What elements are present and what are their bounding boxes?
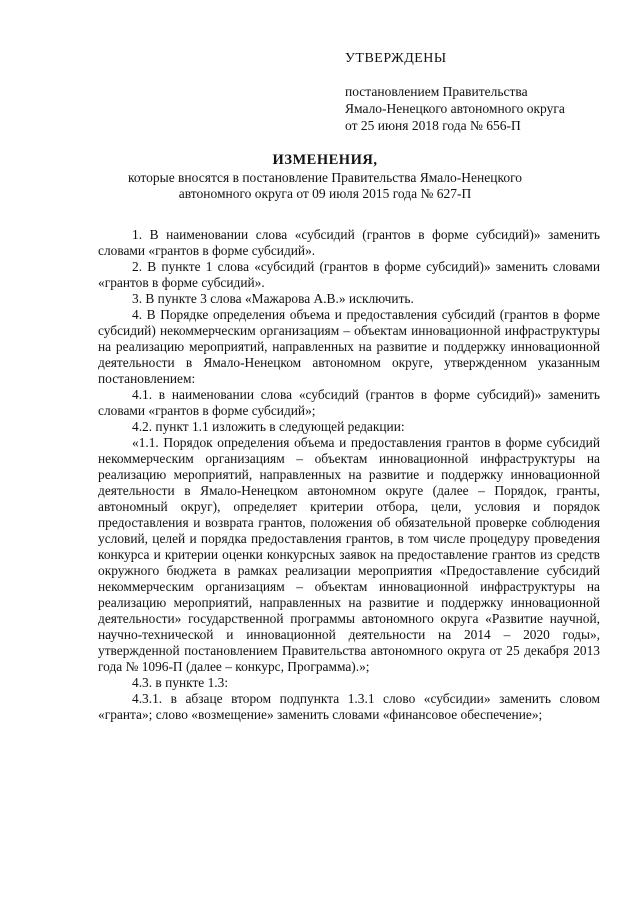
paragraph-item-4-1: 4.1. в наименовании слова «субсидий (грантов в форме субсидий)» заменить словами «грантов в форме субсидий»; — [98, 387, 600, 418]
paragraph-item-4-3-1: 4.3.1. в абзаце втором подпункта 1.3.1 слово «субсидии» заменить словом «гранта»; слово «возмещение» заменить словами «финансовое обеспечение»; — [98, 691, 600, 722]
paragraph-item-4-2: 4.2. пункт 1.1 изложить в следующей редакции: — [132, 419, 405, 434]
paragraph-item-2: 2. В пункте 1 слова «субсидий (грантов в форме субсидий)» заменить словами «грантов в форме субсидий». — [98, 259, 600, 290]
approval-title: УТВЕРЖДЕНЫ — [345, 51, 447, 66]
heading-subtitle-line: которые вносятся в постановление Правительства Ямало-Ненецкого — [127, 170, 523, 185]
paragraph-item-3: 3. В пункте 3 слова «Мажарова А.В.» исключить. — [132, 291, 414, 306]
approval-line: постановлением Правительства — [345, 84, 528, 99]
heading-subtitle-line: автономного округа от 09 июля 2015 года № 627-П — [178, 186, 472, 201]
document-body — [98, 227, 600, 723]
heading-title: ИЗМЕНЕНИЯ, — [272, 152, 378, 168]
approval-line: Ямало-Ненецкого автономного округа — [345, 101, 565, 116]
paragraph-item-1: 1. В наименовании слова «субсидий (грантов в форме субсидий)» заменить словами «грантов в форме субсидий». — [98, 227, 600, 258]
approval-block — [345, 50, 605, 134]
approval-line: от 25 июня 2018 года № 656-П — [345, 118, 521, 133]
paragraph-item-4: 4. В Порядке определения объема и предоставления субсидий (грантов в форме субсидий) некоммерческим организациям – объектам инновационной инфраструктуры на реализацию мероприятий, направленных на развитие и поддержку инновационной деятельности в Ямало-Ненецком автономном округе, утвержденном указанным постановлением: — [98, 307, 600, 386]
paragraph-item-4-3: 4.3. в пункте 1.3: — [132, 675, 229, 690]
paragraph-quoted-1-1: «1.1. Порядок определения объема и предоставления грантов в форме субсидий некоммерческим организациям – объектам инновационной инфраструктуры на реализацию мероприятий, направленных на развитие и поддержку инновационной деятельности в Ямало-Ненецком автономном округе (далее – Порядок, гранты, автономный округ), определяет критерии отбора, цели, условия и порядок предоставления и возврата грантов, положения об обязательной проверке соблюдения условий, целей и порядка предоставления грантов, в том числе процедуру проведения конкурса и критерии оценки конкурсных заявок на предоставление грантов из средств окружного бюджета в рамках реализации мероприятия «Предоставление субсидий некоммерческим организациям – объектам инновационной инфраструктуры на реализацию мероприятий, направленных на развитие и поддержку инновационной деятельности» государственной программы автономного округа «Развитие научной, научно-технической и инновационной деятельности на 2014 – 2020 годы», утвержденной постановлением Правительства автономного округа от 25 декабря 2013 года № 1096-П (далее – конкурс, Программа).»; — [98, 435, 600, 674]
document-heading — [90, 152, 560, 202]
